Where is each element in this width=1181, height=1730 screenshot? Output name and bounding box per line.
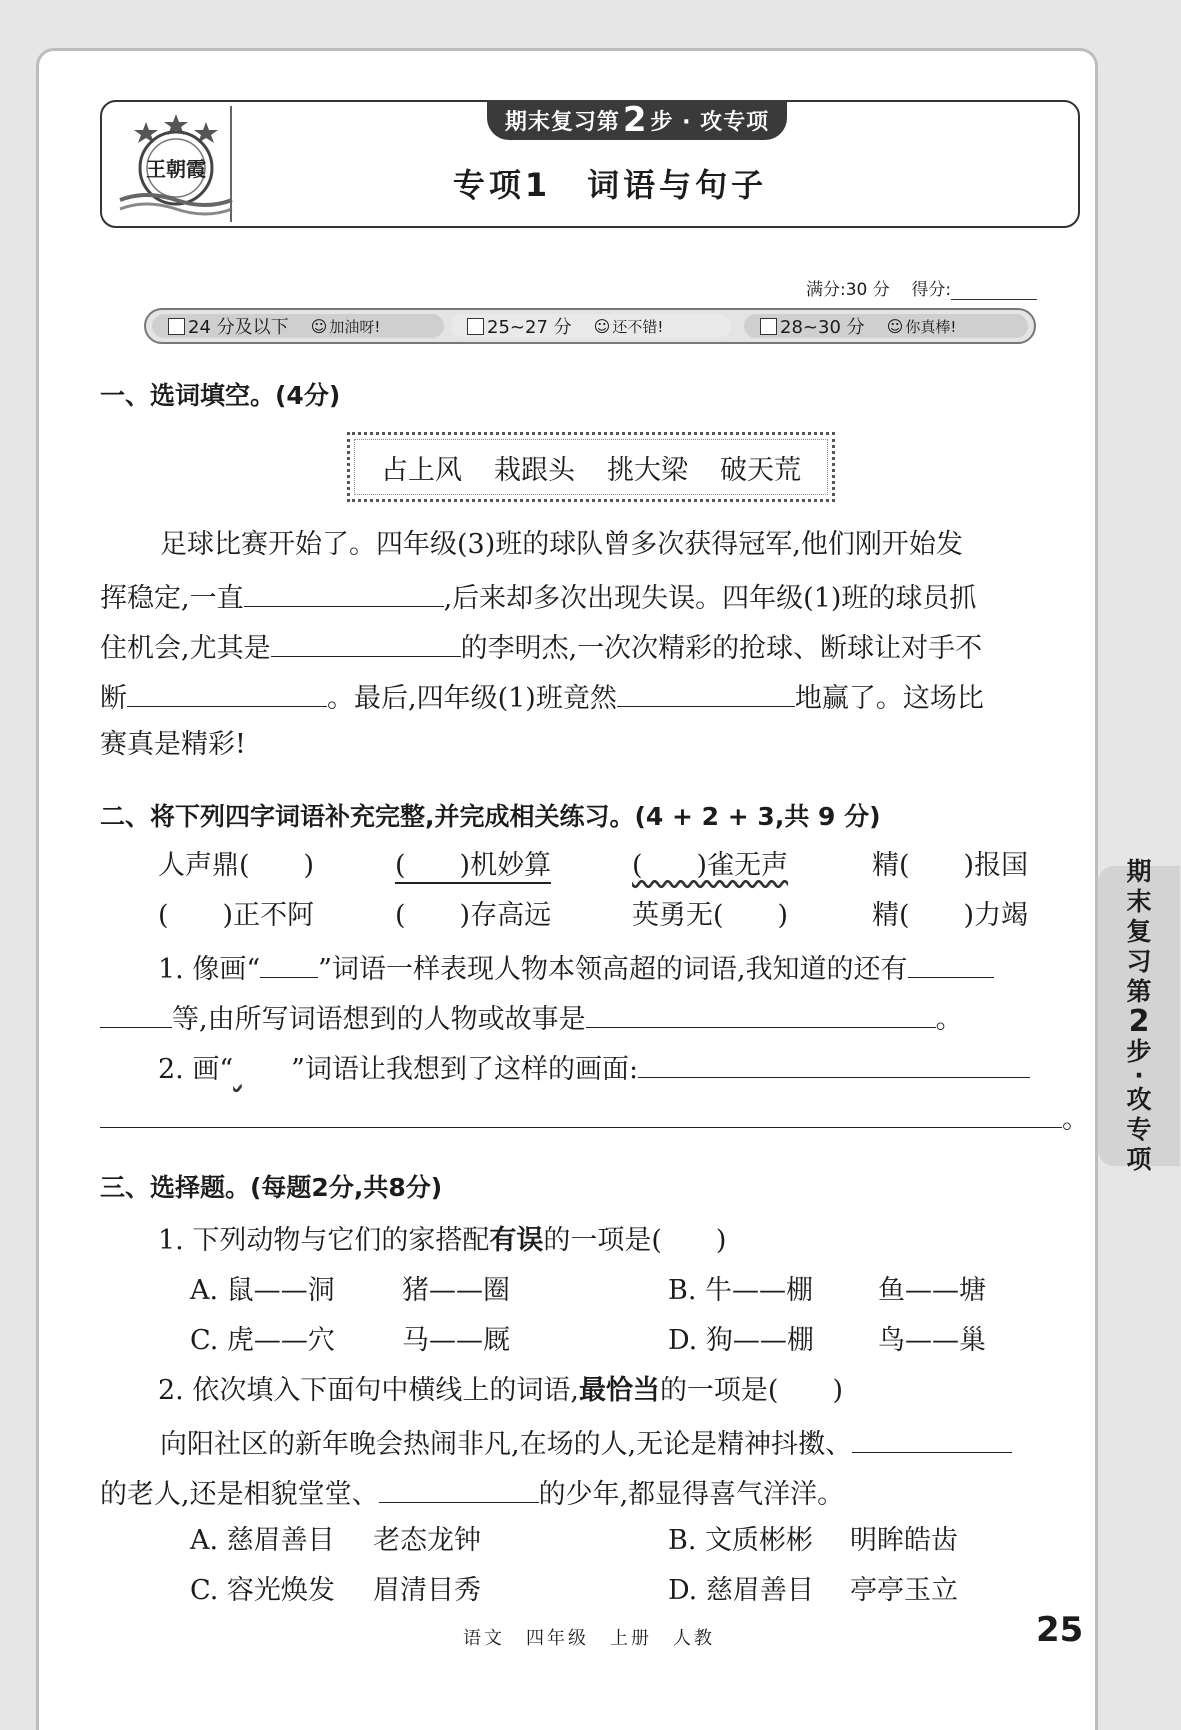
answer-blank[interactable] (617, 672, 795, 707)
level-1 (152, 314, 444, 338)
passage-line-2 (100, 572, 976, 615)
option-d-pair: 亭亭玉立 (850, 1575, 958, 1606)
idiom-item: ( )存高远 (395, 900, 552, 931)
answer-blank[interactable] (127, 672, 327, 707)
cheer-face-icon: ☺ (310, 316, 328, 336)
answer-blank[interactable] (244, 572, 444, 607)
wavy-sample (233, 1054, 291, 1085)
passage-text: 住机会,尤其是 (100, 633, 271, 664)
question-text: 1. 像画“ (158, 954, 261, 985)
option-a[interactable]: A. 慈眉善目 (190, 1525, 335, 1556)
header-panel (100, 100, 1080, 228)
question-emphasis: 最恰当 (578, 1375, 660, 1406)
level-3-comment: 你真棒! (905, 317, 957, 336)
option-c-pair: 马——厩 (402, 1325, 510, 1356)
answer-blank[interactable] (638, 1043, 1030, 1078)
question-text: ”词语让我想到了这样的画面: (291, 1054, 639, 1085)
side-tab-char: 攻 (1126, 1085, 1152, 1114)
question-text: 。 (1062, 1104, 1089, 1135)
level-2-checkbox[interactable] (467, 318, 484, 335)
option-b-pair: 明眸皓齿 (850, 1525, 958, 1556)
step-tab (487, 100, 787, 140)
idiom-item: 精( )力竭 (872, 900, 1029, 931)
idiom-item: 精( )报国 (872, 850, 1029, 881)
level-2-range: 25~27 分 (487, 317, 572, 338)
side-chapter-tab (1098, 857, 1180, 1174)
question-text: 1. 下列动物与它们的家搭配 (158, 1225, 490, 1256)
section-2-title: 二、将下列四字词语补充完整,并完成相关练习。(4 + 2 + 3,共 9 分) (100, 802, 881, 831)
question-text: 。 (935, 1004, 963, 1035)
passage-text: 的李明杰,一次次精彩的抢球、断球让对手不 (460, 633, 983, 664)
question-text: 等,由所写词语想到的人物或故事是 (172, 1004, 586, 1035)
score-bar (806, 275, 1037, 300)
side-tab-char: 末 (1126, 887, 1152, 916)
idiom-item-underlined: ( )机妙算 (395, 843, 551, 884)
answer-blank[interactable] (100, 993, 172, 1028)
choice-question-2 (158, 1368, 843, 1407)
passage-text: 。最后,四年级(1)班竟然 (327, 683, 617, 714)
section-2-question-2 (158, 1043, 1030, 1086)
level-1-range: 24 分及以下 (188, 317, 289, 338)
option-a-pair: 老态龙钟 (373, 1525, 481, 1556)
passage-line-5: 赛真是精彩! (100, 729, 246, 760)
question-2-sentence (160, 1418, 1012, 1461)
passage-text: 断 (100, 683, 127, 714)
choice-question-1 (158, 1218, 726, 1257)
smile-face-icon: ☺ (593, 316, 611, 336)
page-number: 25 (1036, 1610, 1084, 1650)
answer-blank[interactable] (586, 993, 936, 1028)
side-tab-char: 项 (1126, 1145, 1152, 1174)
side-tab-char: 期 (1126, 857, 1152, 886)
level-2-comment: 还不错! (612, 317, 664, 336)
idiom-item: 英勇无( ) (632, 900, 789, 931)
question-text: 的老人,还是相貌堂堂、 (100, 1479, 379, 1510)
word-bank (347, 432, 835, 502)
word-bank-item: 栽跟头 (494, 454, 575, 486)
level-2 (451, 314, 731, 338)
question-text: 的少年,都显得喜气洋洋。 (538, 1479, 845, 1510)
idiom-item: 人声鼎( ) (158, 850, 315, 881)
side-tab-char: 复 (1126, 917, 1152, 946)
score-blank[interactable] (951, 281, 1037, 300)
answer-blank[interactable] (908, 943, 994, 978)
passage-text: 地赢了。这场比 (794, 683, 984, 714)
option-a-pair: 猪——圈 (402, 1275, 510, 1306)
level-bar (144, 308, 1036, 344)
idiom-item: ( )正不阿 (158, 900, 315, 931)
question-text: 2. 依次填入下面句中横线上的词语, (158, 1375, 579, 1406)
passage-text: 挥稳定,一直 (100, 583, 244, 614)
option-c-pair: 眉清目秀 (373, 1575, 481, 1606)
side-tab-char: 步 (1126, 1037, 1152, 1066)
step-tab-prefix: 期末复习第 (504, 109, 620, 135)
special-title: 专项1 词语与句子 (452, 166, 768, 204)
side-tab-char: 习 (1126, 947, 1152, 976)
option-b[interactable]: B. 文质彬彬 (668, 1525, 814, 1556)
logo-text: 王朝霞 (146, 157, 206, 181)
question-text: 的一项是( ) (543, 1225, 727, 1256)
word-bank-item: 挑大梁 (607, 454, 688, 486)
question-text: 2. 画“ (158, 1054, 234, 1085)
question-text: 向阳社区的新年晚会热闹非凡,在场的人,无论是精神抖擞、 (160, 1429, 853, 1460)
option-c[interactable]: C. 虎——穴 (190, 1325, 335, 1356)
level-1-comment: 加油呀! (329, 317, 381, 336)
question-text: ”词语一样表现人物本领高超的词语,我知道的还有 (318, 954, 908, 985)
section-2-question-2-cont (100, 1093, 1089, 1136)
answer-blank[interactable] (271, 622, 461, 657)
full-score: 满分:30 分 (806, 280, 890, 300)
section-3-title: 三、选择题。(每题2分,共8分) (100, 1173, 443, 1202)
option-d[interactable]: D. 慈眉善目 (668, 1575, 814, 1606)
answer-blank[interactable] (379, 1468, 539, 1503)
question-2-sentence-cont (100, 1468, 844, 1511)
side-tab-char: 第 (1126, 977, 1152, 1006)
answer-blank[interactable] (852, 1418, 1012, 1453)
section-2-question-1 (158, 943, 994, 986)
level-3-range: 28~30 分 (780, 317, 865, 338)
option-c[interactable]: C. 容光焕发 (190, 1575, 335, 1606)
level-3-checkbox[interactable] (760, 318, 777, 335)
idiom-item-wavy: ( )雀无声 (632, 850, 789, 881)
happy-face-icon: ☺ (886, 316, 904, 336)
side-tab-char: 2 (1128, 1004, 1150, 1039)
side-tab-char: · (1134, 1061, 1144, 1090)
section-2-question-1-cont (100, 993, 963, 1036)
level-3 (744, 314, 1028, 338)
footer-subject: 语文 四年级 上册 人教 (463, 1628, 715, 1649)
word-bank-item: 占上风 (381, 454, 462, 486)
step-tab-suffix: 步 · 攻专项 (650, 109, 770, 135)
score-label: 得分: (911, 280, 952, 300)
section-1-title: 一、选词填空。(4分) (100, 381, 341, 410)
underline-sample (260, 943, 318, 978)
option-d[interactable]: D. 狗——棚 (668, 1325, 814, 1356)
option-d-pair: 鸟——巢 (878, 1325, 986, 1356)
passage-line-4 (100, 672, 984, 715)
word-bank-item: 破天荒 (720, 454, 801, 486)
option-b[interactable]: B. 牛——棚 (668, 1275, 814, 1306)
passage-text: ,后来却多次出现失误。四年级(1)班的球员抓 (443, 583, 977, 614)
step-number: 2 (622, 100, 648, 140)
passage-line-3 (100, 622, 982, 665)
answer-blank[interactable] (100, 1093, 1062, 1128)
level-1-checkbox[interactable] (168, 318, 185, 335)
side-tab-char: 专 (1126, 1115, 1152, 1144)
question-text: 的一项是( ) (659, 1375, 844, 1406)
passage-line-1: 足球比赛开始了。四年级(3)班的球队曾多次获得冠军,他们刚开始发 (160, 529, 963, 560)
option-b-pair: 鱼——塘 (878, 1275, 986, 1306)
question-emphasis: 有误 (489, 1225, 544, 1256)
option-a[interactable]: A. 鼠——洞 (190, 1275, 335, 1306)
